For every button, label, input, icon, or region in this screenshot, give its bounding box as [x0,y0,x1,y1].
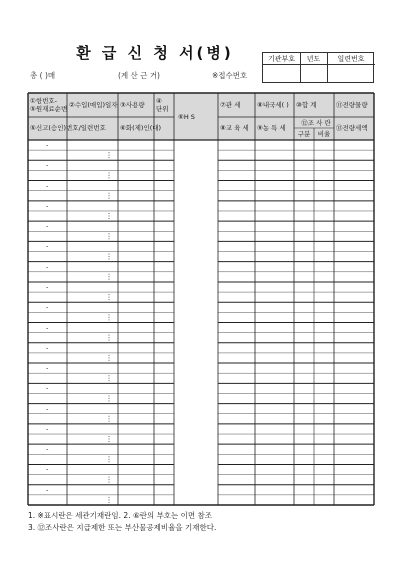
sheet-count-label: 총 ( )매 [30,71,56,80]
header-investigation: ⑫조 사 란 [301,119,331,127]
header-full-tax: ⑬전량세액 [336,124,368,132]
header-item-number: ①항번호- ⑤원재료순번 [30,97,68,113]
row-item-separator: - [46,404,49,413]
row-item-separator: - [46,445,49,454]
code-header-serial: 일련번호 [327,53,375,65]
calc-basis-label: (계 산 근 거) [118,71,160,80]
header-rural-tax: ⑨농 특 세 [257,124,286,132]
note-line-1: 1. ※표시란은 세관기재란임. 2. ⑥란의 부호는 이면 참조 [28,511,213,520]
row-item-separator: - [46,222,49,231]
note-line-2: 3. ⑫조사란은 지급제한 또는 부산물공제비율을 기재한다. [28,523,217,532]
row-item-separator: - [46,364,49,373]
row-item-separator: - [46,242,49,251]
header-total: ⑩합 계 [296,101,317,109]
header-education-tax: ⑧교 육 세 [220,124,249,132]
row-item-separator: - [46,161,49,170]
header-full-quantity: ⑪전량물량 [336,101,368,109]
row-item-separator: - [46,465,49,474]
row-item-separator: - [46,424,49,433]
row-item-separator: - [46,303,49,312]
row-item-separator: - [46,323,49,332]
header-import-date: ②수입(매입)일자 [69,101,118,109]
row-item-separator: - [46,485,49,494]
header-unit: ④ 단위 [156,97,169,113]
header-usage: ③사용량 [120,101,145,109]
row-item-separator: - [46,262,49,271]
row-item-separator: - [46,201,49,210]
code-header-office: 기관부호 [263,53,300,65]
row-item-separator: - [46,282,49,291]
form-title: 환 급 신 청 서(병) [76,44,234,62]
header-customs-duty: ⑦관 세 [220,101,241,109]
header-hs-code: ⑥H S [178,113,195,121]
code-header-year: 년도 [300,53,327,65]
header-investigation-ratio: 비율 [317,130,331,138]
row-item-separator: - [46,384,49,393]
receipt-number-label: ※접수번호 [212,71,248,80]
header-declaration-number: ⑤신고(승인)번호/일련번호 [30,124,106,132]
header-domestic-tax: ⑧내국세( ) [257,101,289,109]
row-item-separator: - [46,141,49,149]
header-investigation-type: 구분 [297,130,311,138]
row-item-separator: - [46,343,49,352]
row-item-separator: - [46,181,49,190]
header-product-ratio: ⑥화(제)인(대) [120,124,162,132]
